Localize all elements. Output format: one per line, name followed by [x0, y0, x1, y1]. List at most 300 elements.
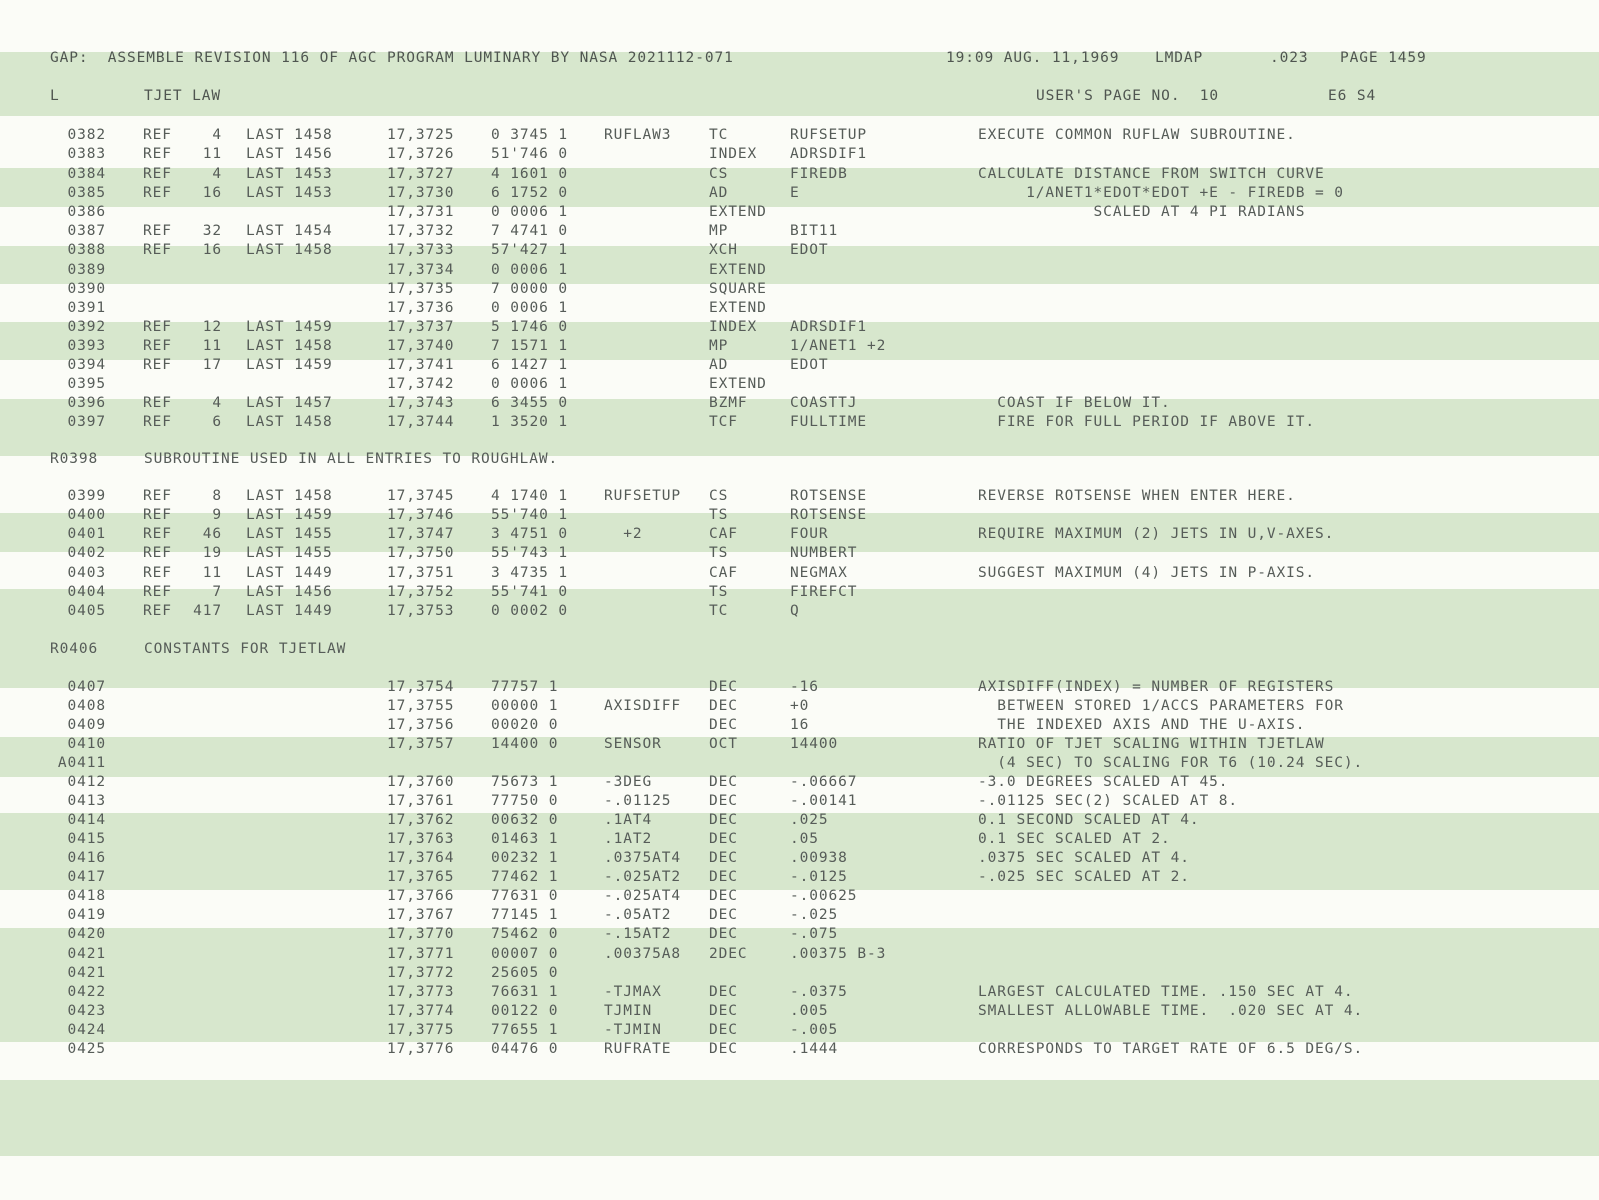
opcode: 2DEC — [709, 946, 748, 962]
line-number: 0383 — [67, 146, 106, 162]
ref-count: 9 — [212, 507, 222, 523]
remark-text: SUBROUTINE USED IN ALL ENTRIES TO ROUGHLAW. — [144, 451, 559, 467]
opcode: SQUARE — [709, 281, 767, 297]
last-ref: LAST 1449 — [246, 603, 333, 619]
octal-word: 57'427 1 — [491, 242, 569, 258]
octal-word: 7 4741 0 — [491, 223, 569, 239]
octal-word: 0 0006 1 — [491, 262, 569, 278]
address: 17,3732 — [387, 223, 455, 239]
ref-count: 46 — [202, 526, 222, 542]
octal-word: 25605 0 — [491, 965, 559, 981]
ref-count: 8 — [212, 488, 222, 504]
address: 17,3763 — [387, 831, 455, 847]
line-number: 0412 — [67, 774, 106, 790]
opcode: DEC — [709, 907, 738, 923]
line-number: 0413 — [67, 793, 106, 809]
octal-word: 76631 1 — [491, 984, 559, 1000]
symbol-label: AXISDIFF — [604, 698, 682, 714]
last-ref: LAST 1449 — [246, 565, 333, 581]
octal-word: 6 3455 0 — [491, 395, 569, 411]
opcode: DEC — [709, 831, 738, 847]
address: 17,3737 — [387, 319, 455, 335]
octal-word: 1 3520 1 — [491, 414, 569, 430]
address: 17,3734 — [387, 262, 455, 278]
line-number: 0417 — [67, 869, 106, 885]
address: 17,3735 — [387, 281, 455, 297]
operand: RUFSETUP — [790, 127, 868, 143]
last-ref: LAST 1459 — [246, 319, 333, 335]
opcode: INDEX — [709, 146, 758, 162]
comment: -.01125 SEC(2) SCALED AT 8. — [978, 793, 1239, 809]
symbol-label: -.15AT2 — [604, 926, 672, 942]
line-number: 0415 — [67, 831, 106, 847]
operand: -.0375 — [790, 984, 848, 1000]
last-ref: LAST 1459 — [246, 357, 333, 373]
last-ref: LAST 1454 — [246, 223, 333, 239]
address: 17,3752 — [387, 584, 455, 600]
ref-keyword: REF — [143, 223, 172, 239]
address: 17,3755 — [387, 698, 455, 714]
address: 17,3754 — [387, 679, 455, 695]
address: 17,3745 — [387, 488, 455, 504]
octal-word: 01463 1 — [491, 831, 559, 847]
opcode: CAF — [709, 526, 738, 542]
opcode: CS — [709, 166, 729, 182]
ref-keyword: REF — [143, 395, 172, 411]
operand: FIREFCT — [790, 584, 858, 600]
operand: COASTTJ — [790, 395, 858, 411]
comment: THE INDEXED AXIS AND THE U-AXIS. — [978, 717, 1306, 733]
address: 17,3727 — [387, 166, 455, 182]
page-number: PAGE 1459 — [1340, 50, 1427, 66]
ref-keyword: REF — [143, 584, 172, 600]
comment: SCALED AT 4 PI RADIANS — [978, 204, 1306, 220]
address: 17,3733 — [387, 242, 455, 258]
ref-count: 4 — [212, 127, 222, 143]
opcode: MP — [709, 338, 729, 354]
operand: 16 — [790, 717, 810, 733]
opcode: DEC — [709, 869, 738, 885]
line-number: A0411 — [57, 755, 106, 771]
ref-keyword: REF — [143, 488, 172, 504]
symbol-label: -.025AT4 — [604, 888, 682, 904]
line-number: 0418 — [67, 888, 106, 904]
opcode: DEC — [709, 774, 738, 790]
octal-word: 3 4735 1 — [491, 565, 569, 581]
users-page-number: USER'S PAGE NO. 10 — [1036, 88, 1219, 104]
line-number: 0423 — [67, 1003, 106, 1019]
octal-word: 75673 1 — [491, 774, 559, 790]
opcode: INDEX — [709, 319, 758, 335]
last-ref: LAST 1455 — [246, 526, 333, 542]
octal-word: 00020 0 — [491, 717, 559, 733]
address: 17,3772 — [387, 965, 455, 981]
octal-word: 00000 1 — [491, 698, 559, 714]
operand: .1444 — [790, 1041, 839, 1057]
ref-keyword: REF — [143, 185, 172, 201]
address: 17,3742 — [387, 376, 455, 392]
ref-count: 4 — [212, 395, 222, 411]
ref-count: 32 — [202, 223, 222, 239]
opcode: DEC — [709, 698, 738, 714]
octal-word: 6 1427 1 — [491, 357, 569, 373]
operand: -.005 — [790, 1022, 839, 1038]
last-ref: LAST 1453 — [246, 166, 333, 182]
symbol-label: RUFRATE — [604, 1041, 672, 1057]
address: 17,3747 — [387, 526, 455, 542]
comment: -.025 SEC SCALED AT 2. — [978, 869, 1190, 885]
address: 17,3775 — [387, 1022, 455, 1038]
ref-count: 6 — [212, 414, 222, 430]
line-number: 0399 — [67, 488, 106, 504]
octal-word: 51'746 0 — [491, 146, 569, 162]
operand: .00938 — [790, 850, 848, 866]
operand: 14400 — [790, 736, 839, 752]
opcode: BZMF — [709, 395, 748, 411]
octal-word: 00632 0 — [491, 812, 559, 828]
line-number: 0400 — [67, 507, 106, 523]
symbol-label: -3DEG — [604, 774, 653, 790]
line-number: 0419 — [67, 907, 106, 923]
line-number: 0385 — [67, 185, 106, 201]
opcode: CS — [709, 488, 729, 504]
ref-count: 7 — [212, 584, 222, 600]
octal-word: 0 0006 1 — [491, 376, 569, 392]
address: 17,3736 — [387, 300, 455, 316]
opcode: DEC — [709, 1022, 738, 1038]
comment: (4 SEC) TO SCALING FOR T6 (10.24 SEC). — [978, 755, 1364, 771]
operand: -16 — [790, 679, 819, 695]
line-number: 0408 — [67, 698, 106, 714]
ref-keyword: REF — [143, 526, 172, 542]
octal-word: 00232 1 — [491, 850, 559, 866]
symbol-label: .1AT2 — [604, 831, 653, 847]
operand: -.00141 — [790, 793, 858, 809]
symbol-label: +2 — [604, 526, 643, 542]
octal-word: 77462 1 — [491, 869, 559, 885]
opcode: TC — [709, 603, 729, 619]
operand: .05 — [790, 831, 819, 847]
opcode: DEC — [709, 926, 738, 942]
operand: -.075 — [790, 926, 839, 942]
address: 17,3773 — [387, 984, 455, 1000]
octal-word: 4 1601 0 — [491, 166, 569, 182]
symbol-label: RUFSETUP — [604, 488, 682, 504]
opcode: DEC — [709, 984, 738, 1000]
comment: CALCULATE DISTANCE FROM SWITCH CURVE — [978, 166, 1325, 182]
address: 17,3725 — [387, 127, 455, 143]
address: 17,3774 — [387, 1003, 455, 1019]
octal-word: 00007 0 — [491, 946, 559, 962]
symbol-label: -.025AT2 — [604, 869, 682, 885]
paper-band — [0, 1080, 1599, 1156]
symbol-label: .00375A8 — [604, 946, 682, 962]
operand: -.0125 — [790, 869, 848, 885]
comment: SMALLEST ALLOWABLE TIME. .020 SEC AT 4. — [978, 1003, 1364, 1019]
operand: FIREDB — [790, 166, 848, 182]
comment: LARGEST CALCULATED TIME. .150 SEC AT 4. — [978, 984, 1354, 1000]
address: 17,3771 — [387, 946, 455, 962]
page-title: GAP: ASSEMBLE REVISION 116 OF AGC PROGRAM LUMINARY BY NASA 2021112-071 — [50, 50, 734, 66]
ref-count: 4 — [212, 166, 222, 182]
octal-word: 0 0006 1 — [491, 300, 569, 316]
opcode: TS — [709, 507, 729, 523]
ref-keyword: REF — [143, 545, 172, 561]
opcode: CAF — [709, 565, 738, 581]
octal-word: 55'740 1 — [491, 507, 569, 523]
opcode: MP — [709, 223, 729, 239]
operand: EDOT — [790, 242, 829, 258]
opcode: AD — [709, 185, 729, 201]
address: 17,3764 — [387, 850, 455, 866]
line-number: 0407 — [67, 679, 106, 695]
ref-keyword: REF — [143, 127, 172, 143]
last-ref: LAST 1458 — [246, 242, 333, 258]
line-number: 0388 — [67, 242, 106, 258]
octal-word: 77757 1 — [491, 679, 559, 695]
opcode: DEC — [709, 1003, 738, 1019]
address: 17,3767 — [387, 907, 455, 923]
ref-count: 11 — [202, 146, 222, 162]
octal-word: 75462 0 — [491, 926, 559, 942]
last-ref: LAST 1458 — [246, 127, 333, 143]
operand: .005 — [790, 1003, 829, 1019]
octal-word: 0 0006 1 — [491, 204, 569, 220]
line-number: 0414 — [67, 812, 106, 828]
remark-line-number: R0406 — [50, 641, 99, 657]
line-number: 0392 — [67, 319, 106, 335]
line-number: 0404 — [67, 584, 106, 600]
address: 17,3726 — [387, 146, 455, 162]
operand: EDOT — [790, 357, 829, 373]
line-number: 0382 — [67, 127, 106, 143]
symbol-label: -TJMAX — [604, 984, 662, 1000]
ref-keyword: REF — [143, 166, 172, 182]
address: 17,3766 — [387, 888, 455, 904]
symbol-label: -.05AT2 — [604, 907, 672, 923]
comment: .0375 SEC SCALED AT 4. — [978, 850, 1190, 866]
comment: EXECUTE COMMON RUFLAW SUBROUTINE. — [978, 127, 1296, 143]
address: 17,3762 — [387, 812, 455, 828]
comment: RATIO OF TJET SCALING WITHIN TJETLAW — [978, 736, 1325, 752]
line-number: 0386 — [67, 204, 106, 220]
opcode: TS — [709, 545, 729, 561]
octal-word: 0 3745 1 — [491, 127, 569, 143]
line-number: 0403 — [67, 565, 106, 581]
operand: BIT11 — [790, 223, 839, 239]
comment: 1/ANET1*EDOT*EDOT +E - FIREDB = 0 — [978, 185, 1344, 201]
ref-keyword: REF — [143, 507, 172, 523]
address: 17,3765 — [387, 869, 455, 885]
octal-word: 55'741 0 — [491, 584, 569, 600]
line-number: 0393 — [67, 338, 106, 354]
remark-line-number: R0398 — [50, 451, 99, 467]
remark-text: CONSTANTS FOR TJETLAW — [144, 641, 347, 657]
opcode: OCT — [709, 736, 738, 752]
octal-word: 04476 0 — [491, 1041, 559, 1057]
symbol-label: RUFLAW3 — [604, 127, 672, 143]
symbol-label: SENSOR — [604, 736, 662, 752]
symbol-label: -.01125 — [604, 793, 672, 809]
address: 17,3776 — [387, 1041, 455, 1057]
comment: BETWEEN STORED 1/ACCS PARAMETERS FOR — [978, 698, 1344, 714]
ref-count: 12 — [202, 319, 222, 335]
opcode: EXTEND — [709, 262, 767, 278]
last-ref: LAST 1456 — [246, 584, 333, 600]
operand: .00375 B-3 — [790, 946, 887, 962]
page-code: .023 — [1270, 50, 1309, 66]
address: 17,3750 — [387, 545, 455, 561]
operand: ADRSDIF1 — [790, 146, 868, 162]
octal-word: 77655 1 — [491, 1022, 559, 1038]
octal-word: 00122 0 — [491, 1003, 559, 1019]
line-number: 0422 — [67, 984, 106, 1000]
line-number: 0396 — [67, 395, 106, 411]
operand: ROTSENSE — [790, 507, 868, 523]
section-type: L — [50, 88, 60, 104]
last-ref: LAST 1458 — [246, 488, 333, 504]
symbol-label: .1AT4 — [604, 812, 653, 828]
ref-count: 16 — [202, 185, 222, 201]
address: 17,3744 — [387, 414, 455, 430]
line-number: 0425 — [67, 1041, 106, 1057]
comment: COAST IF BELOW IT. — [978, 395, 1171, 411]
address: 17,3731 — [387, 204, 455, 220]
operand: NUMBERT — [790, 545, 858, 561]
operand: 1/ANET1 +2 — [790, 338, 887, 354]
address: 17,3753 — [387, 603, 455, 619]
address: 17,3770 — [387, 926, 455, 942]
octal-word: 14400 0 — [491, 736, 559, 752]
comment: 0.1 SEC SCALED AT 2. — [978, 831, 1171, 847]
octal-word: 4 1740 1 — [491, 488, 569, 504]
symbol-label: -TJMIN — [604, 1022, 662, 1038]
opcode: DEC — [709, 812, 738, 828]
octal-word: 77750 0 — [491, 793, 559, 809]
opcode: DEC — [709, 717, 738, 733]
ref-keyword: REF — [143, 338, 172, 354]
comment: CORRESPONDS TO TARGET RATE OF 6.5 DEG/S. — [978, 1041, 1364, 1057]
octal-word: 7 1571 1 — [491, 338, 569, 354]
last-ref: LAST 1458 — [246, 414, 333, 430]
operand: +0 — [790, 698, 810, 714]
octal-word: 6 1752 0 — [491, 185, 569, 201]
address: 17,3746 — [387, 507, 455, 523]
opcode: DEC — [709, 850, 738, 866]
last-ref: LAST 1459 — [246, 507, 333, 523]
ref-count: 16 — [202, 242, 222, 258]
address: 17,3761 — [387, 793, 455, 809]
operand: ADRSDIF1 — [790, 319, 868, 335]
operand: .025 — [790, 812, 829, 828]
line-number: 0401 — [67, 526, 106, 542]
last-ref: LAST 1457 — [246, 395, 333, 411]
address: 17,3760 — [387, 774, 455, 790]
line-number: 0397 — [67, 414, 106, 430]
line-number: 0421 — [67, 946, 106, 962]
address: 17,3730 — [387, 185, 455, 201]
ref-count: 417 — [193, 603, 222, 619]
operand: NEGMAX — [790, 565, 848, 581]
last-ref: LAST 1453 — [246, 185, 333, 201]
comment: AXISDIFF(INDEX) = NUMBER OF REGISTERS — [978, 679, 1335, 695]
symbol-label: .0375AT4 — [604, 850, 682, 866]
line-number: 0391 — [67, 300, 106, 316]
symbol-label: TJMIN — [604, 1003, 653, 1019]
line-number: 0394 — [67, 357, 106, 373]
octal-word: 77145 1 — [491, 907, 559, 923]
address: 17,3740 — [387, 338, 455, 354]
ref-count: 17 — [202, 357, 222, 373]
line-number: 0421 — [67, 965, 106, 981]
log-section: LMDAP — [1155, 50, 1204, 66]
opcode: AD — [709, 357, 729, 373]
comment: FIRE FOR FULL PERIOD IF ABOVE IT. — [978, 414, 1316, 430]
octal-word: 77631 0 — [491, 888, 559, 904]
operand: FULLTIME — [790, 414, 868, 430]
address: 17,3751 — [387, 565, 455, 581]
operand: E — [790, 185, 800, 201]
line-number: 0420 — [67, 926, 106, 942]
opcode: EXTEND — [709, 376, 767, 392]
print-timestamp: 19:09 AUG. 11,1969 — [946, 50, 1120, 66]
comment: REVERSE ROTSENSE WHEN ENTER HERE. — [978, 488, 1296, 504]
line-number: 0409 — [67, 717, 106, 733]
ref-count: 11 — [202, 565, 222, 581]
line-number: 0389 — [67, 262, 106, 278]
ref-count: 19 — [202, 545, 222, 561]
ref-keyword: REF — [143, 357, 172, 373]
octal-word: 55'743 1 — [491, 545, 569, 561]
last-ref: LAST 1456 — [246, 146, 333, 162]
opcode: EXTEND — [709, 300, 767, 316]
operand: -.00625 — [790, 888, 858, 904]
last-ref: LAST 1458 — [246, 338, 333, 354]
comment: SUGGEST MAXIMUM (4) JETS IN P-AXIS. — [978, 565, 1316, 581]
comment: REQUIRE MAXIMUM (2) JETS IN U,V-AXES. — [978, 526, 1335, 542]
comment: 0.1 SECOND SCALED AT 4. — [978, 812, 1200, 828]
address: 17,3756 — [387, 717, 455, 733]
operand: -.06667 — [790, 774, 858, 790]
line-number: 0402 — [67, 545, 106, 561]
opcode: DEC — [709, 679, 738, 695]
octal-word: 5 1746 0 — [491, 319, 569, 335]
line-number: 0410 — [67, 736, 106, 752]
line-number: 0390 — [67, 281, 106, 297]
opcode: DEC — [709, 888, 738, 904]
ref-keyword: REF — [143, 242, 172, 258]
section-name: TJET LAW — [144, 88, 222, 104]
operand: Q — [790, 603, 800, 619]
octal-word: 0 0002 0 — [491, 603, 569, 619]
opcode: TCF — [709, 414, 738, 430]
ref-keyword: REF — [143, 414, 172, 430]
comment: -3.0 DEGREES SCALED AT 45. — [978, 774, 1229, 790]
address: 17,3757 — [387, 736, 455, 752]
ref-keyword: REF — [143, 603, 172, 619]
opcode: DEC — [709, 793, 738, 809]
opcode: TS — [709, 584, 729, 600]
section-ref: E6 S4 — [1328, 88, 1377, 104]
ref-keyword: REF — [143, 565, 172, 581]
octal-word: 7 0000 0 — [491, 281, 569, 297]
opcode: TC — [709, 127, 729, 143]
opcode: EXTEND — [709, 204, 767, 220]
line-number: 0395 — [67, 376, 106, 392]
line-number: 0405 — [67, 603, 106, 619]
line-number: 0416 — [67, 850, 106, 866]
line-number: 0387 — [67, 223, 106, 239]
